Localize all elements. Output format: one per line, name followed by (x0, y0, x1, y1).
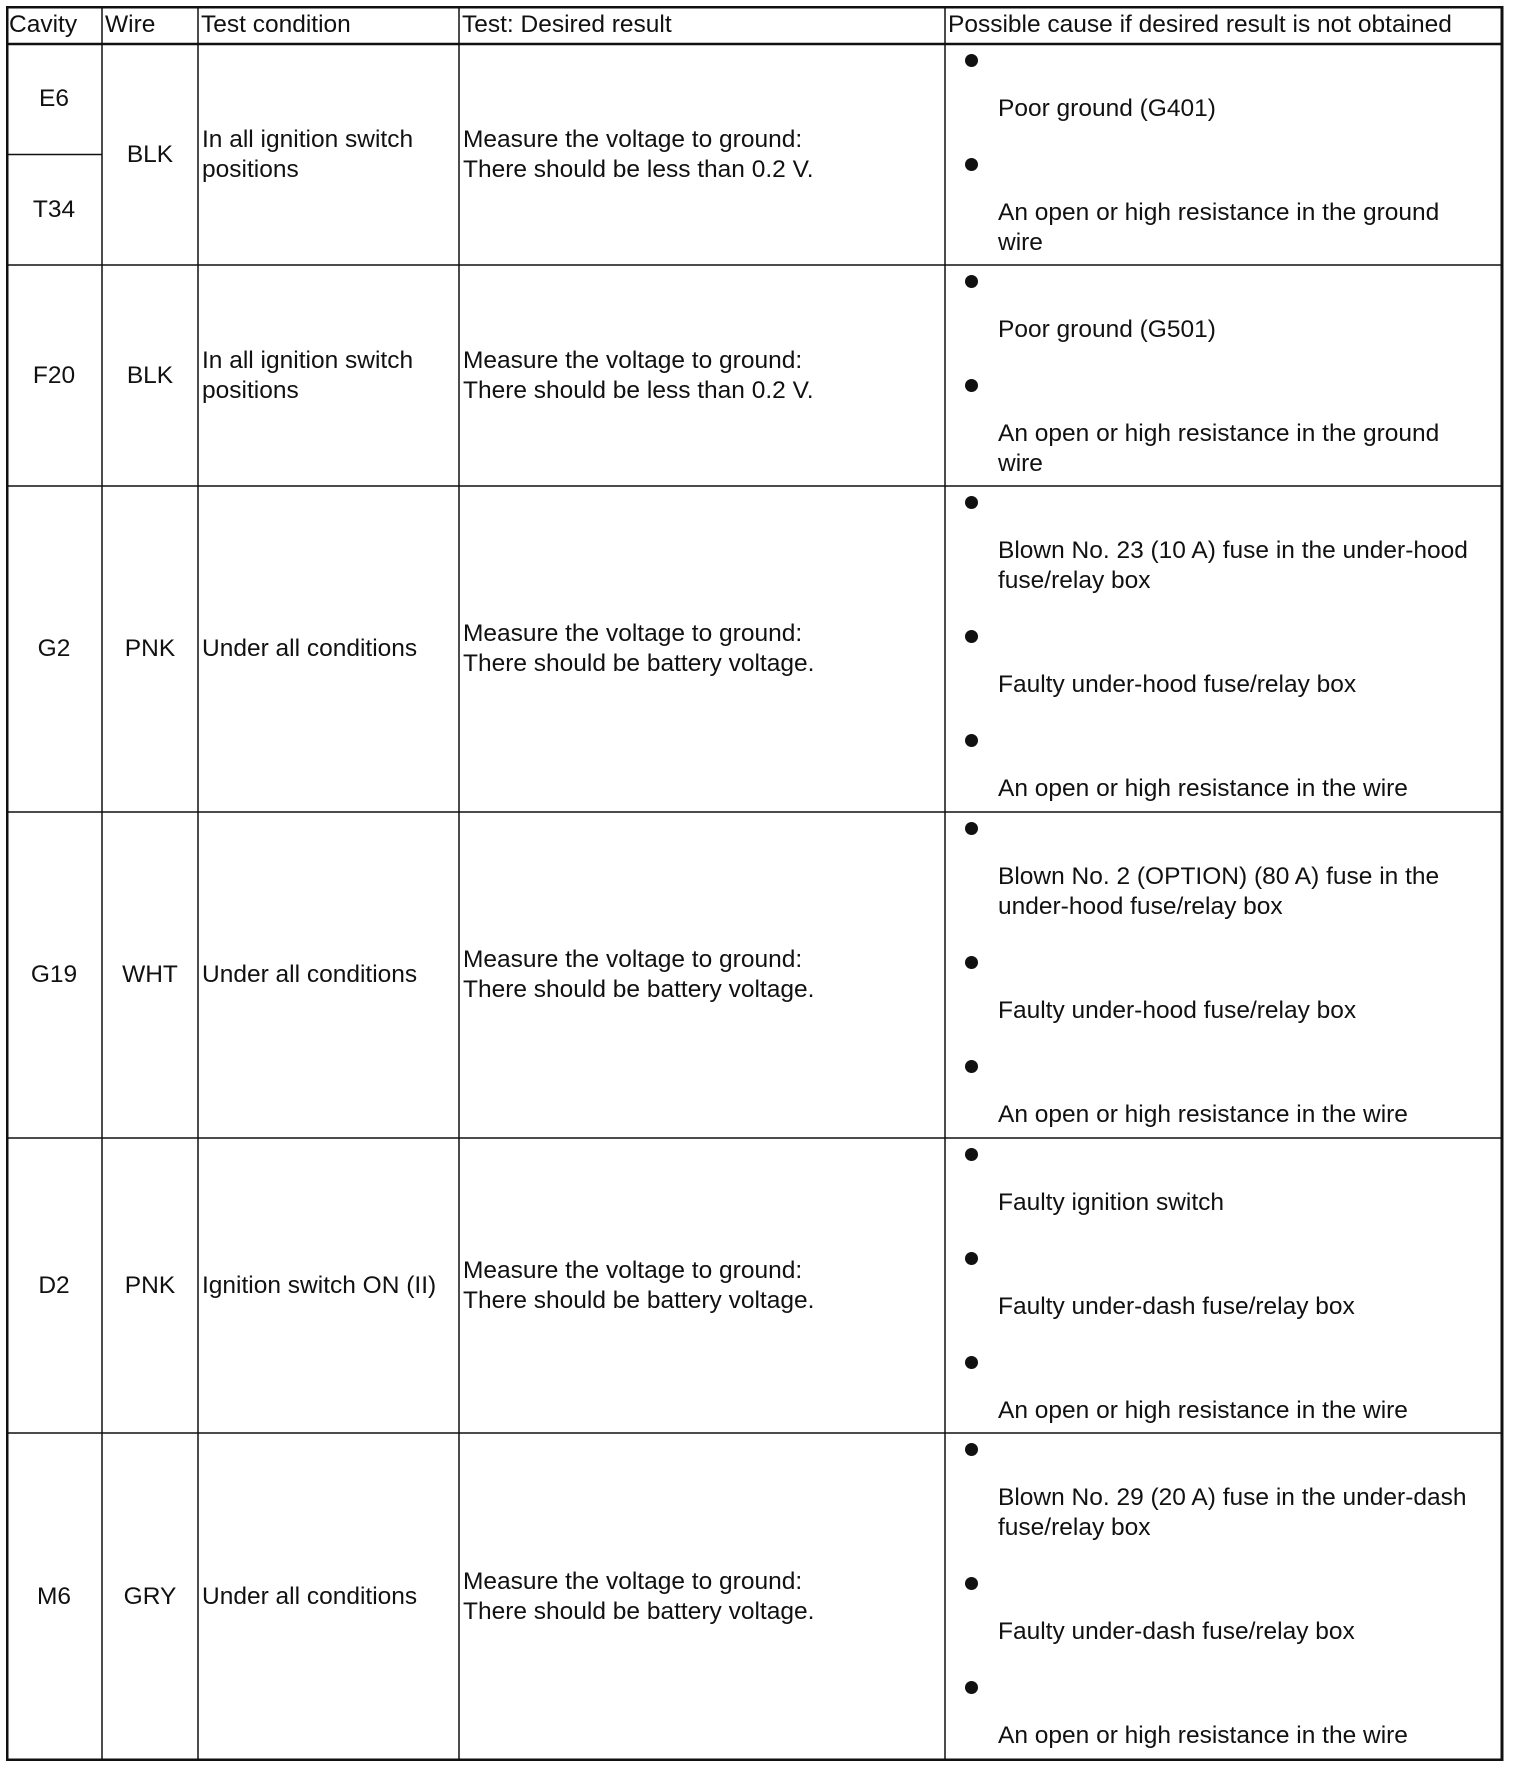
bullet-icon (965, 379, 978, 392)
cavity-cell: D2 (38, 1271, 70, 1299)
possible-cause-item: Blown No. 2 (OPTION) (80 A) fuse in the under-hood fuse/relay box (998, 863, 1440, 920)
header-possible-cause: Possible cause if desired result is not obtained (948, 11, 1452, 38)
header-cavity: Cavity (9, 11, 78, 38)
desired-result-cell: Measure the voltage to ground: There should be battery voltage. (463, 946, 815, 1003)
wire-color-cell: BLK (126, 361, 174, 389)
bullet-icon (965, 1577, 978, 1590)
possible-cause-item: Faulty under-dash fuse/relay box (998, 1618, 1355, 1645)
bullet-icon (965, 1252, 978, 1265)
bullet-icon (965, 496, 978, 509)
header-wire: Wire (105, 11, 156, 38)
cavity-cell: G19 (30, 961, 78, 988)
bullet-icon (965, 956, 978, 969)
possible-cause-item: Blown No. 23 (10 A) fuse in the under-hood fuse/relay box (998, 537, 1468, 594)
possible-cause-item: Faulty under-dash fuse/relay box (998, 1293, 1355, 1320)
possible-cause-item: An open or high resistance in the wire (998, 775, 1408, 802)
possible-cause-item: Poor ground (G401) (998, 95, 1216, 122)
possible-cause-item: An open or high resistance in the ground wire (998, 199, 1440, 256)
connector-test-table (6, 6, 1506, 1761)
possible-cause-item: Faulty under-hood fuse/relay box (998, 671, 1357, 698)
desired-result-cell: Measure the voltage to ground: There should be less than 0.2 V. (463, 346, 814, 404)
desired-result-cell: Measure the voltage to ground: There should be battery voltage. (463, 1256, 815, 1314)
bullet-icon (965, 158, 978, 171)
cavity-cell: G2 (37, 635, 71, 662)
wire-color-cell: PNK (124, 1271, 176, 1299)
possible-cause-item: Poor ground (G501) (998, 316, 1216, 343)
test-condition-cell: Under all conditions (202, 1583, 418, 1610)
desired-result-cell: Measure the voltage to ground: There should be battery voltage. (463, 1568, 815, 1625)
header-desired-result: Test: Desired result (462, 11, 672, 38)
bullet-icon (965, 822, 978, 835)
possible-cause-item: An open or high resistance in the ground wire (998, 420, 1440, 477)
test-condition-cell: Ignition switch ON (II) (202, 1271, 437, 1299)
wire-color-cell: PNK (124, 635, 176, 662)
test-condition-cell: In all ignition switch positions (202, 125, 414, 183)
bullet-icon (965, 630, 978, 643)
bullet-icon (965, 1060, 978, 1073)
test-condition-cell: In all ignition switch positions (202, 346, 414, 404)
possible-cause-item: Faulty ignition switch (998, 1189, 1225, 1216)
wire-color-cell: GRY (123, 1583, 177, 1610)
test-condition-cell: Under all conditions (202, 635, 418, 662)
cavity-cell: M6 (36, 1583, 72, 1610)
possible-cause-item: An open or high resistance in the wire (998, 1397, 1408, 1424)
header-test-condition: Test condition (201, 11, 351, 38)
cavity-cell: T34 (32, 195, 76, 223)
desired-result-cell: Measure the voltage to ground: There should be less than 0.2 V. (463, 125, 814, 183)
bullet-icon (965, 1681, 978, 1694)
bullet-icon (965, 734, 978, 747)
wire-color-cell: WHT (122, 961, 178, 988)
wire-color-cell: BLK (126, 140, 174, 168)
possible-cause-item: An open or high resistance in the wire (998, 1722, 1408, 1749)
cavity-cell: E6 (39, 85, 69, 113)
possible-cause-item: Faulty under-hood fuse/relay box (998, 997, 1357, 1024)
possible-cause-item: Blown No. 29 (20 A) fuse in the under-dash fuse/relay box (998, 1484, 1467, 1541)
bullet-icon (965, 1356, 978, 1369)
cavity-cell: F20 (32, 361, 76, 389)
desired-result-cell: Measure the voltage to ground: There should be battery voltage. (463, 620, 815, 677)
possible-cause-item: An open or high resistance in the wire (998, 1101, 1408, 1128)
bullet-icon (965, 275, 978, 288)
bullet-icon (965, 1443, 978, 1456)
bullet-icon (965, 54, 978, 67)
test-condition-cell: Under all conditions (202, 961, 418, 988)
bullet-icon (965, 1148, 978, 1161)
